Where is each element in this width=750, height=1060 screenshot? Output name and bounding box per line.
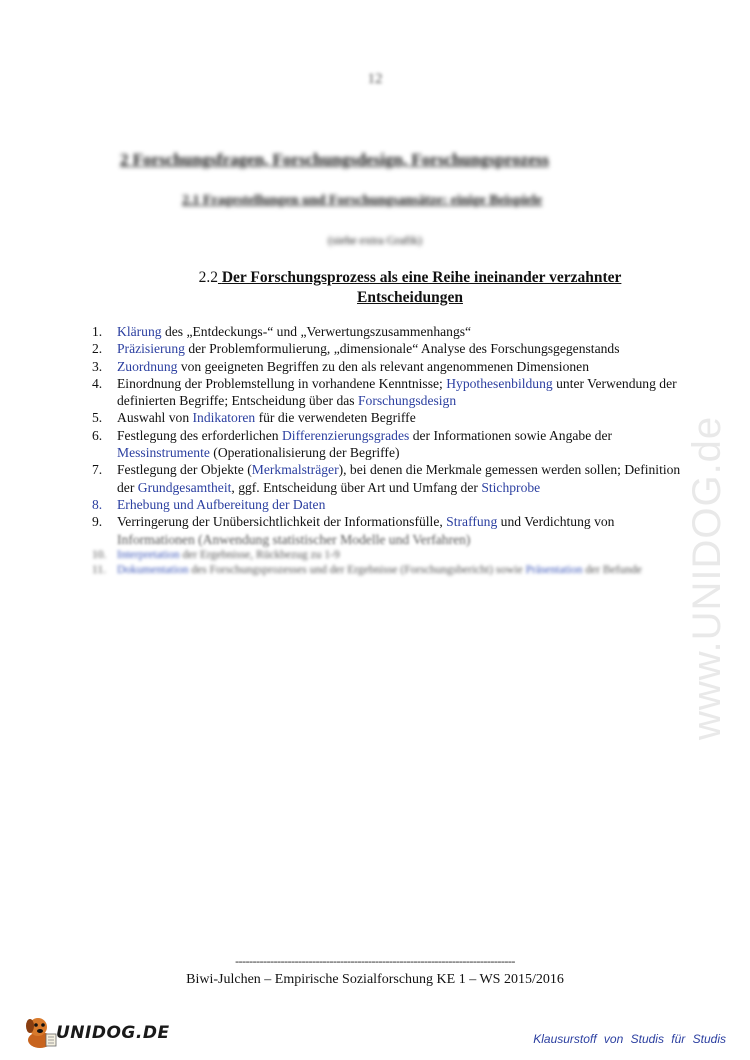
- blurred-continuation: Informationen (Anwendung statistischer Modelle und Verfahren): [117, 531, 471, 547]
- list-item: 11. Dokumentation des Forschungsprozesses und der Ergebnisse (Forschungsbericht) sowie Präsentation der Befunde: [92, 563, 642, 576]
- keyword: Messinstrumente: [117, 445, 210, 461]
- keyword: Straffung: [446, 514, 498, 530]
- list-item: 7. Festlegung der Objekte (Merkmalsträger), bei denen die Merkmale gemessen werden sollen; Definition der Grundgesamtheit, ggf. Entscheidung über Art und Umfang der Stichprobe: [92, 462, 681, 495]
- keyword: Differenzierungsgrades: [281, 427, 410, 443]
- keyword: Klärung: [117, 324, 162, 339]
- section-title: [150, 268, 670, 308]
- keyword: Präzisierung: [117, 341, 185, 357]
- site-watermark: www.UNIDOG.de: [685, 415, 729, 740]
- section-title-line1: Der Forschungsprozess als eine Reihe ineinander verzahnter: [221, 269, 622, 286]
- dog-mascot-icon: [24, 1014, 58, 1050]
- unidog-logo[interactable]: [24, 1014, 170, 1050]
- page-number: 12: [367, 71, 383, 87]
- slogan: Klausurstoff von Studis für Studis: [533, 1032, 726, 1046]
- process-steps-list: [92, 323, 682, 578]
- list-item: 1. Klärung des „Entdeckungs-“ und „Verwertungszusammenhangs“: [92, 324, 472, 339]
- keyword: Dokumentation: [117, 563, 189, 576]
- keyword: Grundgesamtheit: [137, 479, 232, 495]
- keyword: Merkmalsträger: [251, 462, 339, 478]
- list-item: 8. Erhebung und Aufbereitung der Daten: [92, 496, 326, 512]
- footer-separator: --------------------------------------------------------------------------------: [235, 954, 515, 968]
- logo-text: UNIDOG.DE: [56, 1023, 170, 1043]
- list-item: 10. Interpretation der Ergebnisse, Rückbezug zu 1-9: [92, 548, 340, 561]
- section-number: 2.2: [198, 269, 218, 286]
- section-title-line2: Entscheidungen: [357, 289, 463, 306]
- list-item: 6. Festlegung des erforderlichen Differenzierungsgrades der Informationen sowie Angabe der Messinstrumente (Operationalisierung der Begriffe): [92, 427, 613, 461]
- keyword: Präsentation: [525, 563, 583, 576]
- graphic-note: (siehe extra Grafik): [328, 233, 422, 247]
- keyword: Stichprobe: [481, 479, 541, 495]
- list-item: 2. Präzisierung der Problemformulierung, „dimensionale“ Analyse des Forschungsgegenstands: [92, 341, 620, 357]
- keyword: Forschungsdesign: [357, 393, 457, 409]
- list-item: 4. Einordnung der Problemstellung in vorhandene Kenntnisse; Hypothesenbildung unter Verwendung der definierten Begriffe; Entscheidung über das Forschungsdesign: [92, 375, 677, 409]
- keyword: Zuordnung: [117, 358, 178, 374]
- footer-text: Biwi-Julchen – Empirische Sozialforschung KE 1 – WS 2015/2016: [186, 972, 564, 987]
- keyword: Erhebung und Aufbereitung der Daten: [117, 496, 326, 512]
- keyword: Indikatoren: [192, 410, 256, 426]
- keyword: Interpretation: [117, 548, 180, 561]
- list-item: 3. Zuordnung von geeigneten Begriffen zu den als relevant angenommenen Dimensionen: [92, 358, 589, 374]
- list-item: 9. Verringerung der Unübersichtlichkeit der Informationsfülle, Straffung und Verdichtung von Informationen (Anwendung statistischer Modelle und Verfahren): [92, 514, 615, 547]
- list-item: 5. Auswahl von Indikatoren für die verwendeten Begriffe: [92, 410, 416, 426]
- subsection-heading: 2.1 Fragestellungen und Forschungsansätze: einige Beispiele: [182, 193, 543, 208]
- chapter-title: 2 Forschungsfragen, Forschungsdesign, Forschungsprozess: [120, 150, 549, 169]
- keyword: Hypothesenbildung: [446, 375, 553, 391]
